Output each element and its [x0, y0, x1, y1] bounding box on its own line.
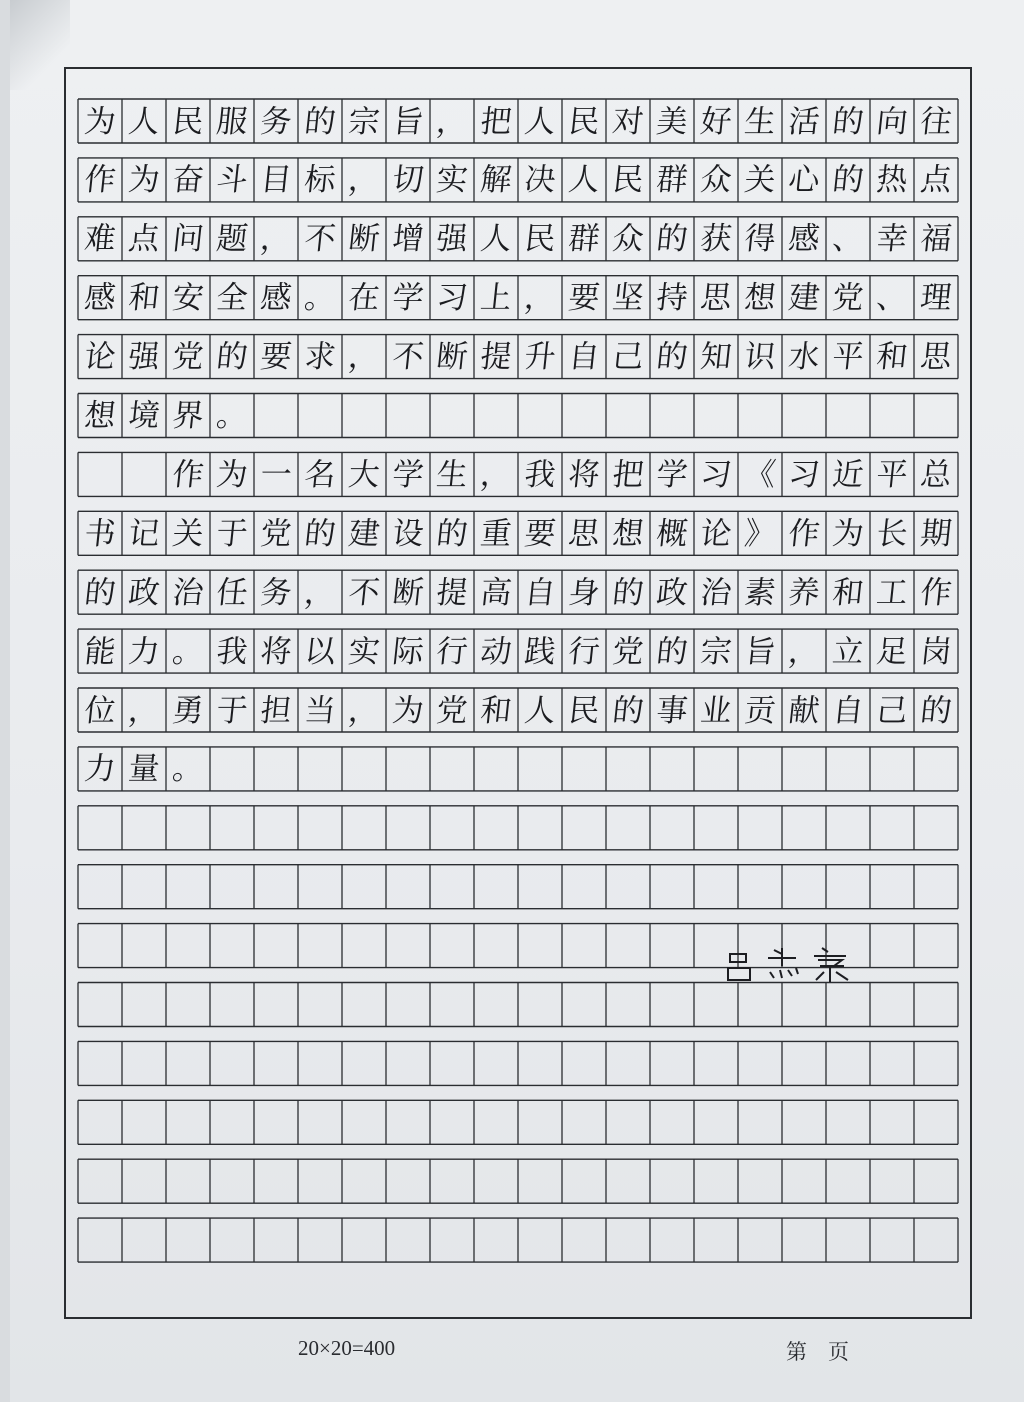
essay-char: ，: [346, 692, 382, 729]
essay-char: 为: [82, 103, 118, 140]
essay-char: 的: [610, 692, 646, 729]
essay-char: 美: [654, 103, 690, 140]
essay-char: 作: [82, 162, 118, 199]
essay-char: 政: [126, 574, 162, 611]
essay-char: ，: [786, 633, 822, 670]
essay-char: 的: [654, 339, 690, 376]
essay-char: 问: [170, 221, 206, 258]
essay-char: 解: [478, 162, 514, 199]
essay-char: 决: [522, 162, 558, 199]
essay-char: 要: [522, 515, 558, 552]
essay-char: 强: [126, 339, 162, 376]
essay-char: 和: [478, 692, 514, 729]
essay-char: 担: [258, 692, 294, 729]
essay-char: 《: [742, 456, 778, 493]
essay-char: 养: [786, 574, 822, 611]
essay-char: 想: [610, 515, 646, 552]
essay-char: 实: [346, 633, 382, 670]
essay-char: 关: [170, 515, 206, 552]
essay-char: 实: [434, 162, 470, 199]
essay-char: 设: [390, 515, 426, 552]
essay-char: 己: [874, 692, 910, 729]
essay-char: 的: [654, 633, 690, 670]
essay-char: 我: [214, 633, 250, 670]
essay-char: 热: [874, 162, 910, 199]
essay-char: 的: [830, 103, 866, 140]
essay-char: 水: [786, 339, 822, 376]
essay-char: 往: [918, 103, 954, 140]
essay-char: 不: [302, 221, 338, 258]
essay-char: ，: [346, 162, 382, 199]
essay-char: 众: [610, 221, 646, 258]
essay-char: 人: [478, 221, 514, 258]
essay-char: 得: [742, 221, 778, 258]
essay-char: 为: [214, 456, 250, 493]
essay-char: 奋: [170, 162, 206, 199]
essay-char: 人: [566, 162, 602, 199]
essay-char: 想: [82, 398, 118, 434]
essay-char: 务: [258, 103, 294, 140]
essay-char: ，: [302, 574, 338, 611]
signature: [724, 944, 864, 984]
essay-char: 作: [918, 574, 954, 611]
essay-char: 量: [126, 751, 162, 788]
essay-char: 难: [82, 221, 118, 258]
essay-char: 界: [170, 398, 206, 434]
essay-char: ，: [478, 456, 514, 493]
essay-char: 勇: [170, 692, 206, 729]
essay-char: 获: [698, 221, 734, 258]
essay-char: 好: [698, 103, 734, 140]
essay-char: 关: [742, 162, 778, 199]
essay-char: 民: [170, 103, 206, 140]
essay-char: 大: [346, 456, 382, 493]
essay-char: 斗: [214, 162, 250, 199]
essay-char: 平: [874, 456, 910, 493]
essay-char: 习: [786, 456, 822, 493]
essay-char: 自: [522, 574, 558, 611]
essay-char: 服: [214, 103, 250, 140]
essay-char: 思: [698, 280, 734, 317]
essay-char: 全: [214, 280, 250, 317]
essay-char: 民: [522, 221, 558, 258]
essay-char: 强: [434, 221, 470, 258]
folded-corner: [10, 0, 70, 90]
essay-char: ，: [522, 280, 558, 317]
essay-char: 人: [126, 103, 162, 140]
essay-char: 切: [390, 162, 426, 199]
essay-char: 任: [214, 574, 250, 611]
essay-char: 力: [126, 633, 162, 670]
essay-char: 行: [434, 633, 470, 670]
essay-char: 。: [170, 751, 206, 788]
essay-char: 的: [830, 162, 866, 199]
essay-char: 宗: [698, 633, 734, 670]
essay-char: 的: [654, 221, 690, 258]
essay-char: 感: [786, 221, 822, 258]
essay-char: 建: [786, 280, 822, 317]
essay-char: 学: [390, 456, 426, 493]
essay-char: 。: [214, 398, 250, 434]
essay-char: 感: [82, 280, 118, 317]
essay-char: 作: [786, 515, 822, 552]
essay-char: 自: [566, 339, 602, 376]
essay-char: 身: [566, 574, 602, 611]
essay-char: 增: [390, 221, 426, 258]
essay-char: 名: [302, 456, 338, 493]
essay-char: 的: [302, 515, 338, 552]
essay-char: 上: [478, 280, 514, 317]
essay-char: 论: [82, 339, 118, 376]
essay-char: 。: [302, 280, 338, 317]
essay-char: 际: [390, 633, 426, 670]
essay-char: 于: [214, 692, 250, 729]
essay-char: ，: [126, 692, 162, 729]
essay-char: 心: [786, 162, 822, 199]
essay-char: 建: [346, 515, 382, 552]
essay-char: 民: [610, 162, 646, 199]
essay-char: ，: [434, 103, 470, 140]
essay-char: 献: [786, 692, 822, 729]
essay-char: 位: [82, 692, 118, 729]
essay-char: 感: [258, 280, 294, 317]
essay-char: 点: [126, 221, 162, 258]
essay-char: 断: [434, 339, 470, 376]
essay-char: 生: [742, 103, 778, 140]
essay-char: 识: [742, 339, 778, 376]
essay-char: 旨: [742, 633, 778, 670]
essay-char: 足: [874, 633, 910, 670]
essay-char: 题: [214, 221, 250, 258]
essay-char: 宗: [346, 103, 382, 140]
essay-char: 以: [302, 633, 338, 670]
essay-char: 要: [258, 339, 294, 376]
essay-char: 治: [170, 574, 206, 611]
essay-char: 重: [478, 515, 514, 552]
essay-char: 贡: [742, 692, 778, 729]
essay-char: 点: [918, 162, 954, 199]
essay-char: 事: [654, 692, 690, 729]
essay-char: 和: [830, 574, 866, 611]
essay-char: 党: [610, 633, 646, 670]
essay-char: 求: [302, 339, 338, 376]
essay-char: 活: [786, 103, 822, 140]
essay-char: 力: [82, 751, 118, 788]
essay-char: 习: [698, 456, 734, 493]
essay-char: 民: [566, 103, 602, 140]
essay-char: 我: [522, 456, 558, 493]
essay-char: 提: [478, 339, 514, 376]
essay-char: 的: [214, 339, 250, 376]
essay-char: 福: [918, 221, 954, 258]
essay-char: 为: [126, 162, 162, 199]
essay-char: 群: [654, 162, 690, 199]
essay-char: 学: [390, 280, 426, 317]
essay-char: 书: [82, 515, 118, 552]
essay-char: 的: [610, 574, 646, 611]
essay-char: 能: [82, 633, 118, 670]
essay-char: 将: [566, 456, 602, 493]
essay-char: ，: [258, 221, 294, 258]
essay-char: 思: [566, 515, 602, 552]
essay-char: 为: [390, 692, 426, 729]
essay-char: ，: [346, 339, 382, 376]
essay-char: 向: [874, 103, 910, 140]
essay-char: 人: [522, 103, 558, 140]
essay-char: 、: [830, 221, 866, 258]
essay-char: 和: [126, 280, 162, 317]
essay-char: 学: [654, 456, 690, 493]
essay-char: 的: [82, 574, 118, 611]
essay-char: 概: [654, 515, 690, 552]
essay-char: 对: [610, 103, 646, 140]
essay-char: 自: [830, 692, 866, 729]
essay-char: 期: [918, 515, 954, 552]
essay-char: 民: [566, 692, 602, 729]
essay-char: 理: [918, 280, 954, 317]
essay-char: 提: [434, 574, 470, 611]
essay-char: 治: [698, 574, 734, 611]
essay-char: 众: [698, 162, 734, 199]
page-number-label: 第 页: [786, 1340, 849, 1364]
essay-char: 素: [742, 574, 778, 611]
essay-char: 》: [742, 515, 778, 552]
essay-char: 不: [346, 574, 382, 611]
essay-char: 升: [522, 339, 558, 376]
essay-char: 的: [302, 103, 338, 140]
essay-char: 作: [170, 456, 206, 493]
essay-char: 当: [302, 692, 338, 729]
essay-char: 旨: [390, 103, 426, 140]
essay-char: 坚: [610, 280, 646, 317]
essay-char: 人: [522, 692, 558, 729]
essay-char: 党: [434, 692, 470, 729]
essay-char: 论: [698, 515, 734, 552]
essay-char: 立: [830, 633, 866, 670]
essay-char: 目: [258, 162, 294, 199]
essay-char: 党: [258, 515, 294, 552]
essay-char: 断: [346, 221, 382, 258]
essay-char: 记: [126, 515, 162, 552]
essay-char: 为: [830, 515, 866, 552]
essay-char: 行: [566, 633, 602, 670]
essay-char: 总: [918, 456, 954, 493]
essay-char: 标: [302, 162, 338, 199]
essay-char: 知: [698, 339, 734, 376]
essay-char: 近: [830, 456, 866, 493]
essay-char: 岗: [918, 633, 954, 670]
essay-char: 幸: [874, 221, 910, 258]
essay-char: 的: [434, 515, 470, 552]
essay-char: 长: [874, 515, 910, 552]
essay-char: 将: [258, 633, 294, 670]
essay-char: 平: [830, 339, 866, 376]
essay-char: 把: [610, 456, 646, 493]
essay-char: 境: [126, 398, 162, 434]
essay-char: 动: [478, 633, 514, 670]
essay-char: 习: [434, 280, 470, 317]
essay-char: 己: [610, 339, 646, 376]
essay-char: 在: [346, 280, 382, 317]
essay-char: 把: [478, 103, 514, 140]
essay-char: 。: [170, 633, 206, 670]
essay-char: 党: [170, 339, 206, 376]
essay-char: 党: [830, 280, 866, 317]
essay-char: 务: [258, 574, 294, 611]
essay-char: 政: [654, 574, 690, 611]
essay-char: 于: [214, 515, 250, 552]
essay-char: 的: [918, 692, 954, 729]
grid-spec-label: 20×20=400: [298, 1336, 396, 1360]
essay-char: 一: [258, 456, 294, 493]
essay-char: 工: [874, 574, 910, 611]
essay-char: 思: [918, 339, 954, 376]
essay-char: 安: [170, 280, 206, 317]
essay-char: 想: [742, 280, 778, 317]
essay-char: 要: [566, 280, 602, 317]
essay-char: 践: [522, 633, 558, 670]
essay-char: 断: [390, 574, 426, 611]
essay-char: 群: [566, 221, 602, 258]
essay-char: 业: [698, 692, 734, 729]
essay-char: 和: [874, 339, 910, 376]
essay-char: 生: [434, 456, 470, 493]
essay-char: 高: [478, 574, 514, 611]
essay-char: 持: [654, 280, 690, 317]
essay-char: 不: [390, 339, 426, 376]
essay-char: 、: [874, 280, 910, 317]
